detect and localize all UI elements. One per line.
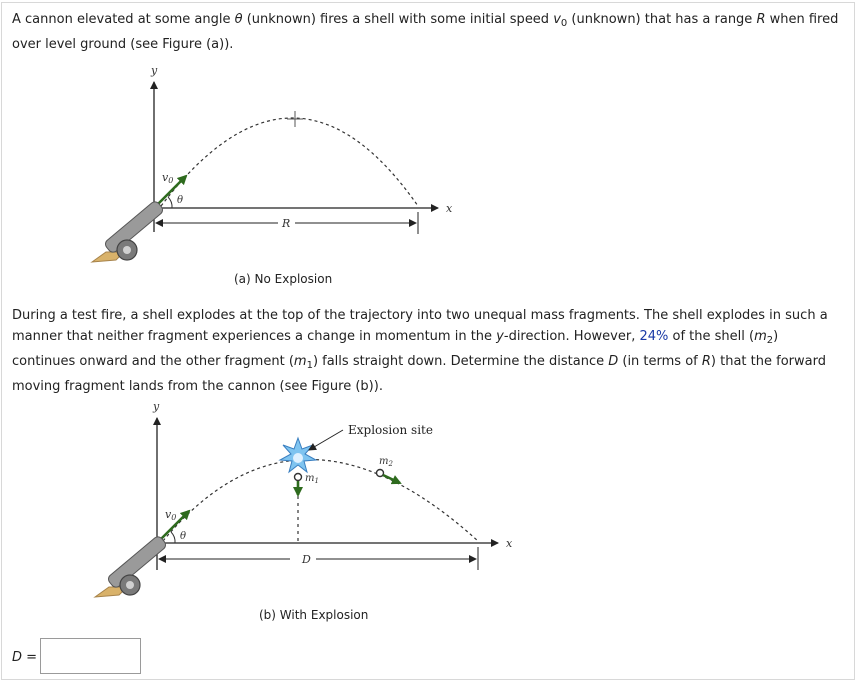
theta-label-b: θ [180,531,187,542]
m2-label: $m_2$ [379,456,393,468]
explosion-label: Explosion site [348,423,433,437]
x-axis-label: x [446,202,453,215]
answer-label: D = [12,650,38,665]
intro-text: A cannon elevated at some angle θ (unknown) fires a shell with some initial speed $v_0$ (unknown) that has a range R when fired over level ground (see Figure (a)). [12,12,839,52]
y-axis-label-b: y [153,400,160,413]
figure-b-caption: (b) With Explosion [259,608,369,622]
answer-input[interactable] [40,638,141,674]
v0-label-b: v0 [165,508,177,522]
distance-label: D [302,553,311,566]
range-label: R [282,217,291,230]
x-axis-label-b: x [506,537,513,550]
m2-fragment [377,470,384,477]
figure-a-caption: (a) No Explosion [234,272,333,286]
m1-label: $m_1$ [305,473,319,485]
m1-fragment [295,474,302,481]
test-fire-text: During a test fire, a shell explodes at the top of the trajectory into two unequal mass fragments. The shell explodes in such a manner that neither fragment experiences a change in momentum in the y-direction. However, 24% of the shell $(m_2)$ continues onward and the other fragment $(m_1)$ falls straight down. Determine the distance D (in terms of R) that the forward moving fragment lands from the cannon (see Figure (b)). [12,308,828,394]
y-axis-label: y [151,64,158,77]
percent-value: 24% [639,329,669,344]
v0-label: v0 [162,171,174,185]
theta-label: θ [177,195,184,206]
